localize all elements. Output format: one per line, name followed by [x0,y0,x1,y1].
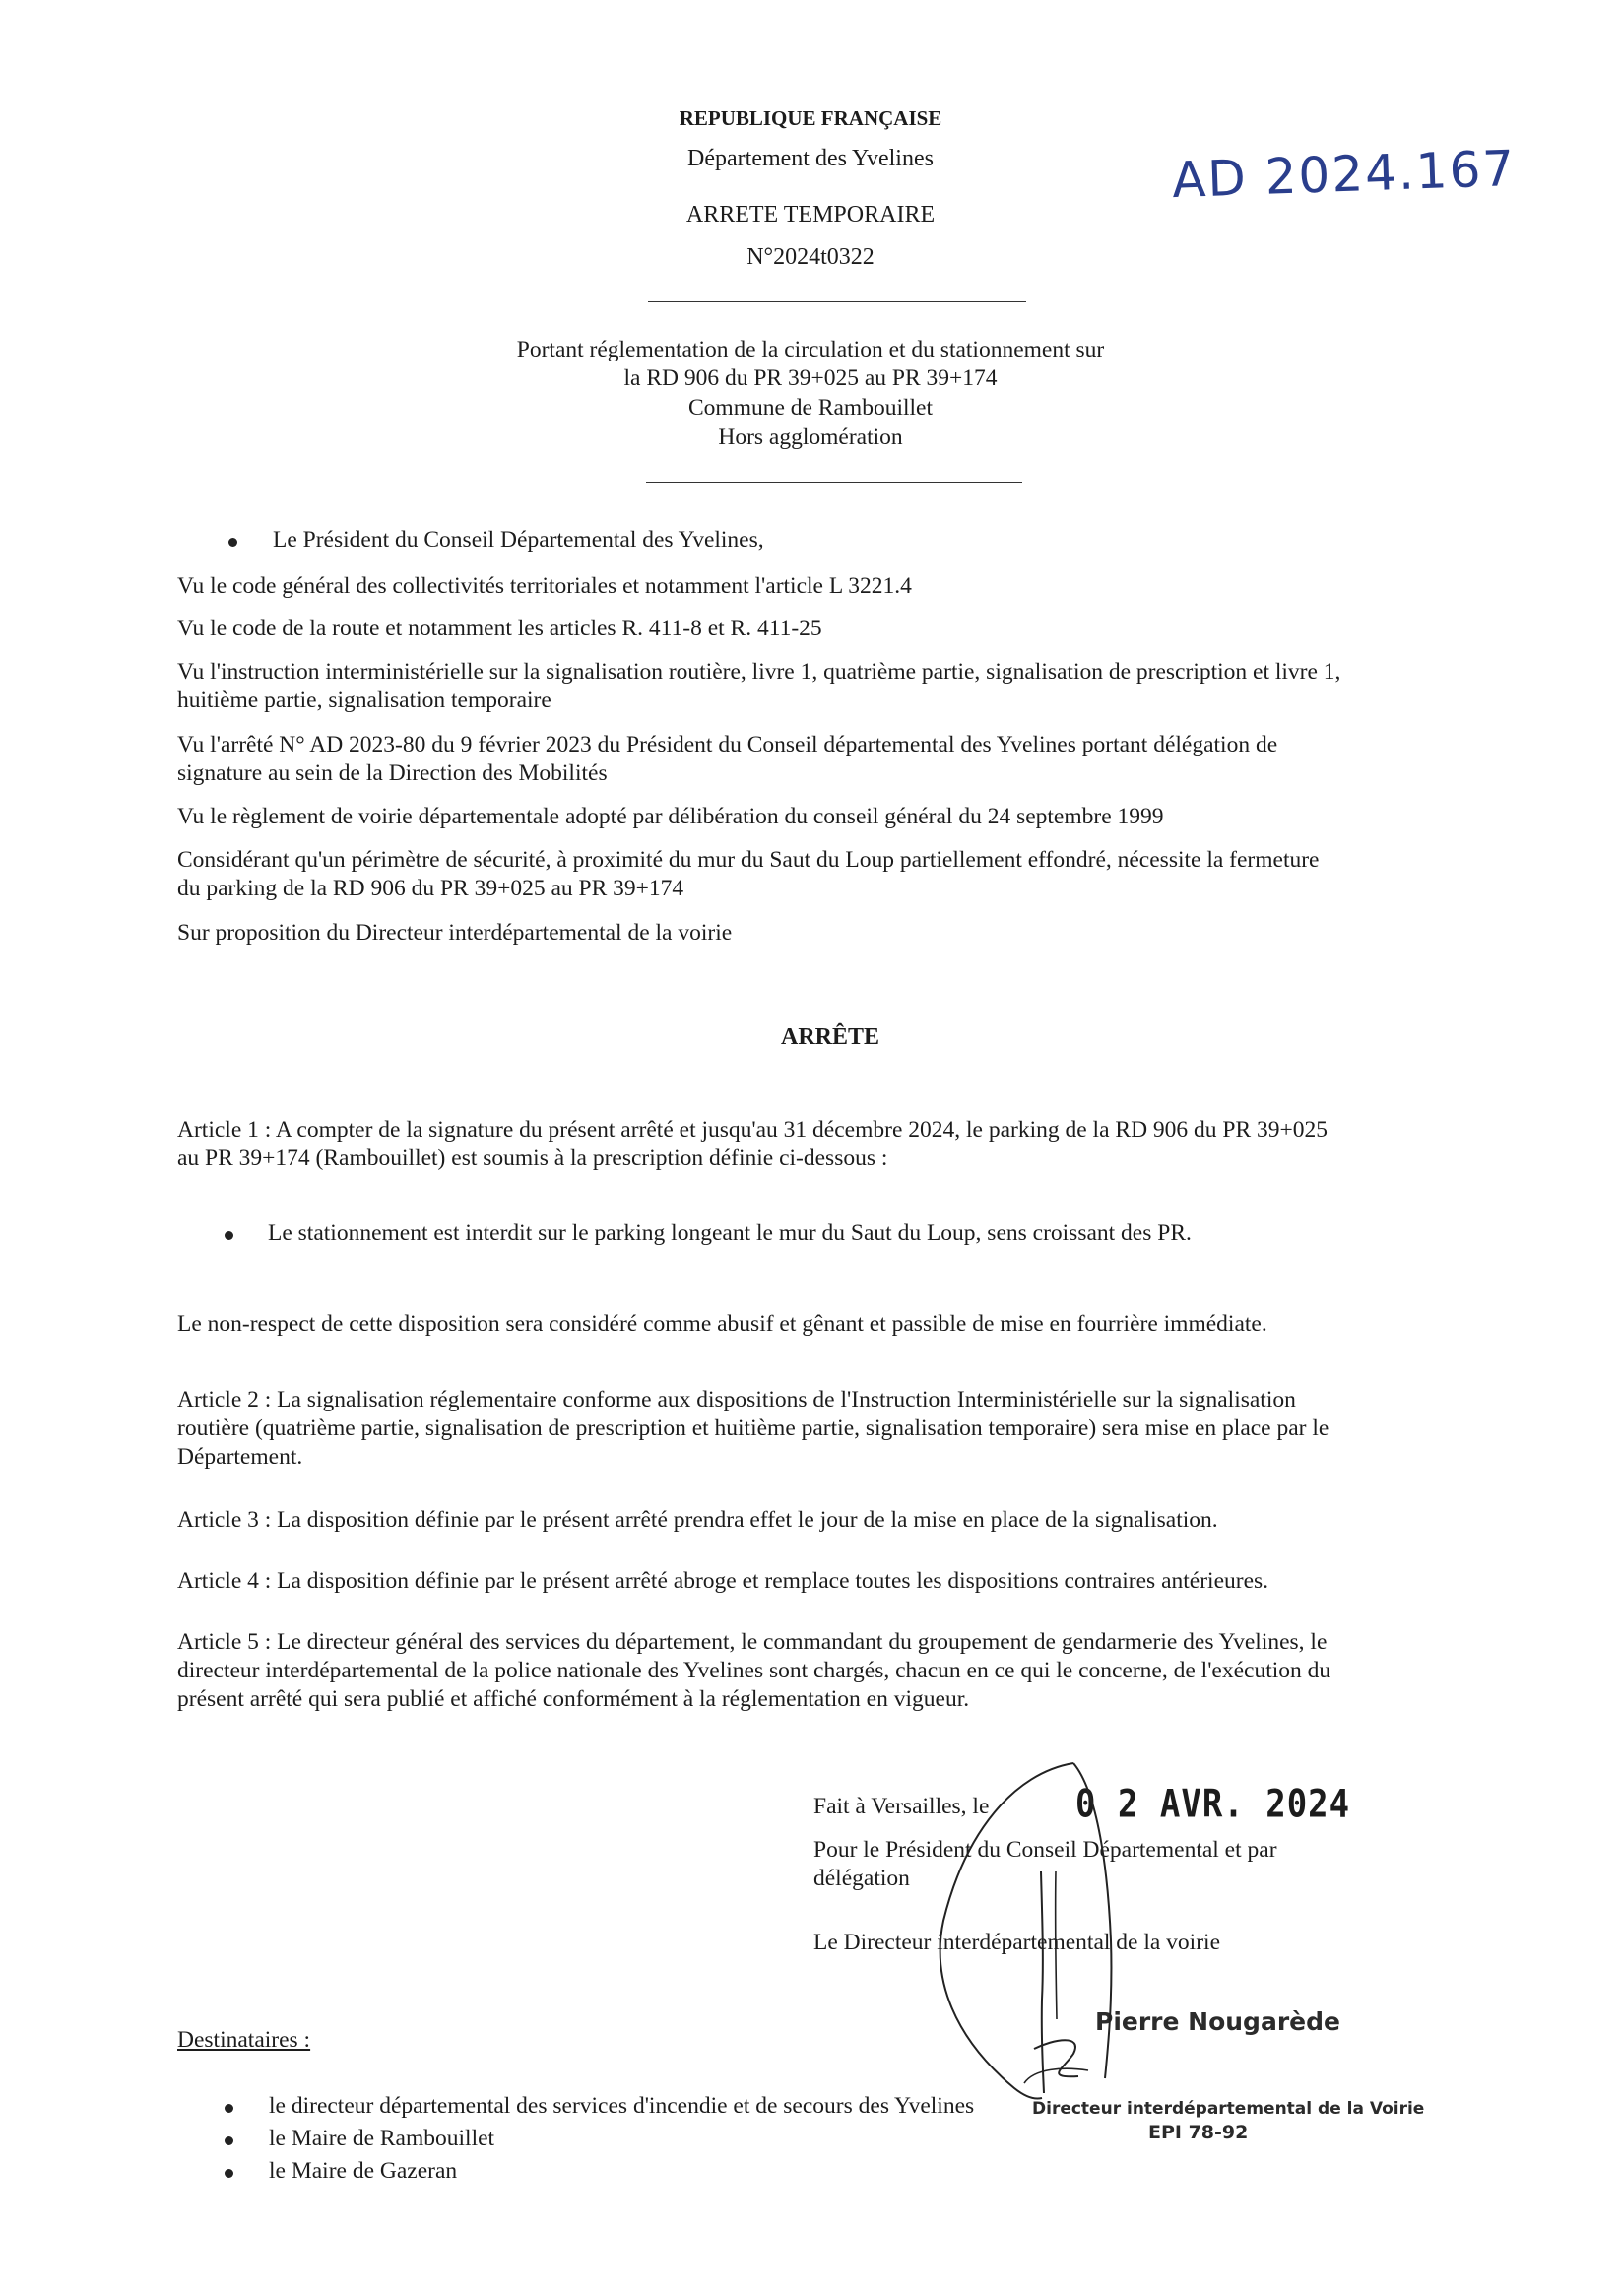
date-stamp: 0 2 AVR. 2024 [1075,1782,1351,1827]
article-2-l3: Département. [177,1444,303,1470]
vu-arrete-l2: signature au sein de la Direction des Mobilités [177,760,608,786]
fait-a-versailles: Fait à Versailles, le [813,1794,990,1819]
stamp-epi: EPI 78-92 [1148,2122,1249,2143]
subject-line-3: Commune de Rambouillet [687,395,934,421]
doc-type-heading: ARRETE TEMPORAIRE [685,202,936,228]
bullet-dot [225,2104,233,2113]
article-1-l2: au PR 39+174 (Rambouillet) est soumis à la prescription définie ci-dessous : [177,1146,888,1171]
doc-number: N°2024t0322 [746,244,875,270]
department-heading: Département des Yvelines [687,146,934,171]
recipient-item: le directeur départemental des services d'incendie et de secours des Yvelines [269,2093,975,2119]
subject-line-2: la RD 906 du PR 39+025 au PR 39+174 [623,365,998,391]
article-2-l1: Article 2 : La signalisation réglementaire conforme aux dispositions de l'Instruction Interministérielle sur la signalisation [177,1387,1296,1412]
proposition-line: Sur proposition du Directeur interdépartemental de la voirie [177,920,733,946]
vu-cgct: Vu le code général des collectivités territoriales et notamment l'article L 3221.4 [177,573,912,599]
vu-instruction-l1: Vu l'instruction interministérielle sur la signalisation routière, livre 1, quatrième partie, signalisation de prescription et livre 1, [177,659,1341,685]
vu-reglement: Vu le règlement de voirie départementale adopté par délibération du conseil général du 24 septembre 1999 [177,804,1164,829]
directeur-voirie: Le Directeur interdépartemental de la voirie [813,1930,1220,1955]
considerant-l1: Considérant qu'un périmètre de sécurité, à proximité du mur du Saut du Loup partiellement effondré, nécessite la fermeture [177,847,1320,873]
header-divider [648,301,1026,302]
president-line: Le Président du Conseil Départemental des Yvelines, [273,527,764,553]
article-5-l3: présent arrêté qui sera publié et affiché conformément à la réglementation en vigueur. [177,1686,970,1712]
handwritten-reference: AD 2024.167 [1171,139,1518,210]
recipient-item: le Maire de Rambouillet [269,2126,495,2151]
stamp-title: Directeur interdépartemental de la Voirie [1032,2099,1425,2119]
article-3: Article 3 : La disposition définie par le présent arrêté prendra effet le jour de la mise en place de la signalisation. [177,1507,1218,1533]
article-5-l1: Article 5 : Le directeur général des services du département, le commandant du groupement de gendarmerie des Yvelines, le [177,1629,1328,1655]
article-2-l2: routière (quatrième partie, signalisation de prescription et huitième partie, signalisation temporaire) sera mise en place par le [177,1415,1329,1441]
subject-line-4: Hors agglomération [718,425,903,450]
subject-line-1: Portant réglementation de la circulation et du stationnement sur [516,337,1105,362]
article-1-prescription: Le stationnement est interdit sur le parking longeant le mur du Saut du Loup, sens croissant des PR. [268,1220,1192,1246]
vu-code-route: Vu le code de la route et notamment les articles R. 411-8 et R. 411-25 [177,616,822,641]
subject-divider [646,482,1022,483]
non-respect-line: Le non-respect de cette disposition sera considéré comme abusif et gênant et passible de mise en fourrière immédiate. [177,1311,1267,1337]
signature-mark [926,1753,1152,2108]
arrete-title: ARRÊTE [780,1024,880,1050]
article-4: Article 4 : La disposition définie par le présent arrêté abroge et remplace toutes les dispositions contraires antérieures. [177,1568,1269,1594]
vu-arrete-l1: Vu l'arrêté N° AD 2023-80 du 9 février 2023 du Président du Conseil départemental des Yvelines portant délégation de [177,732,1278,757]
bullet-dot [225,2136,233,2145]
recipients-title: Destinataires : [177,2027,311,2053]
pour-le-president-l2: délégation [813,1866,910,1891]
bullet-dot [225,2169,233,2178]
bullet-dot [225,1231,233,1240]
article-1-l1: Article 1 : A compter de la signature du présent arrêté et jusqu'au 31 décembre 2024, le parking de la RD 906 du PR 39+025 [177,1117,1329,1143]
considerant-l2: du parking de la RD 906 du PR 39+025 au PR 39+174 [177,876,684,901]
republic-heading: REPUBLIQUE FRANÇAISE [679,106,942,130]
pour-le-president-l1: Pour le Président du Conseil Départemental et par [813,1837,1277,1863]
vu-instruction-l2: huitième partie, signalisation temporaire [177,688,551,713]
bullet-dot [228,538,237,547]
recipient-item: le Maire de Gazeran [269,2158,458,2184]
article-5-l2: directeur interdépartemental de la police nationale des Yvelines sont chargés, chacun en ce qui le concerne, de l'exécution du [177,1658,1331,1683]
stamp-name: Pierre Nougarède [1095,2007,1340,2036]
